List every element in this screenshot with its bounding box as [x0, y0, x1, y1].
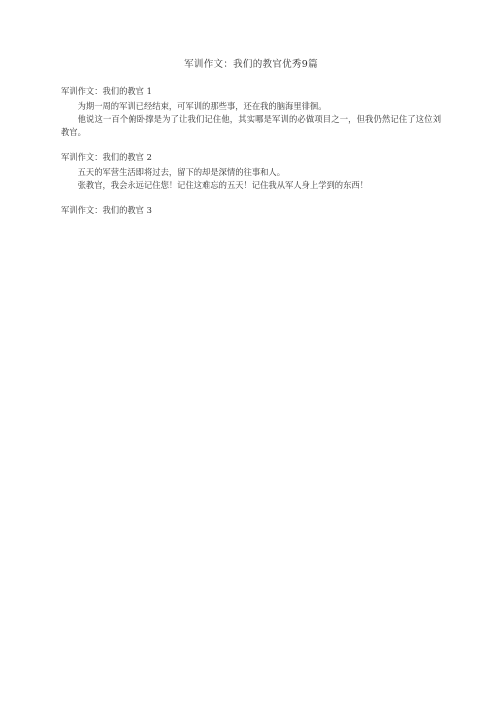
- essay-section-2: [61, 151, 441, 192]
- paragraph: 张教官，我会永远记住您！记住这难忘的五天！记住我从军人身上学到的东西！: [77, 180, 368, 190]
- section-heading: 军训作文：我们的教官 3: [61, 205, 152, 215]
- document-title: 军训作文：我们的教官优秀9篇: [184, 59, 318, 70]
- essay-section-3: [61, 204, 441, 217]
- paragraph: 五天的军营生活即将过去，留下的却是深情的往事和人。: [77, 167, 286, 177]
- paragraph: 他说这一百个俯卧撑是为了让我们记住他，其实哪是军训的必做项目之一，但我仍然记住了这位刘教官。: [61, 114, 441, 137]
- section-heading: 军训作文：我们的教官 1: [61, 86, 152, 96]
- paragraph: 为期一周的军训已经结束，可军训的那些事，还在我的脑海里徘徊。: [77, 101, 327, 111]
- section-heading: 军训作文：我们的教官 2: [61, 152, 152, 162]
- essay-section-1: [61, 85, 441, 139]
